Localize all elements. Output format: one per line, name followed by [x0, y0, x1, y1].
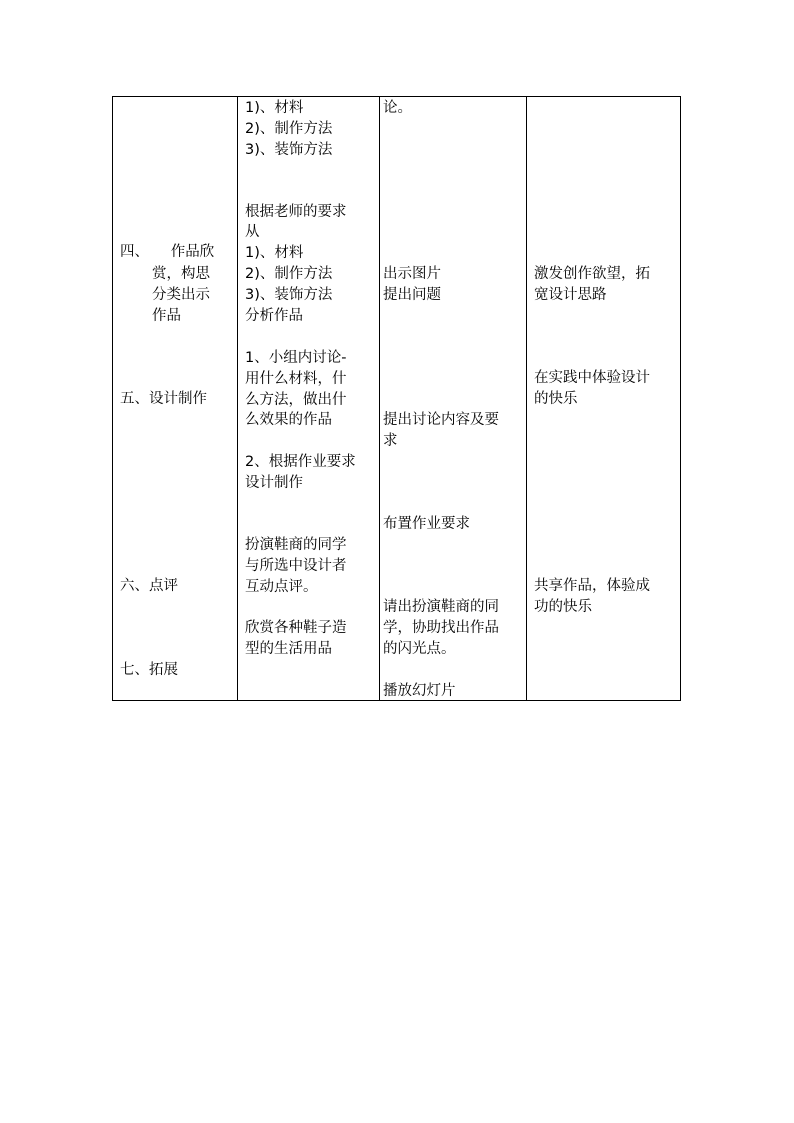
intent-text: 功的快乐 — [534, 599, 592, 615]
student-text: 用什么材料，什 — [245, 371, 347, 387]
teacher-text: 布置作业要求 — [383, 516, 470, 532]
teacher-text: 播放幻灯片 — [383, 683, 456, 699]
student-text: 分析作品 — [245, 308, 303, 324]
student-text: 么方法，做出什 — [245, 392, 347, 408]
teacher-text: 论。 — [383, 100, 412, 116]
stage-4-title-cont: 分类出示 — [152, 287, 210, 303]
stage-4-title: 四、 作品欣 — [120, 244, 215, 260]
student-text: 1)、材料 — [245, 100, 304, 116]
student-text: 3)、装饰方法 — [245, 142, 333, 158]
intent-text: 激发创作欲望，拓 — [534, 266, 650, 282]
teacher-text: 求 — [383, 433, 398, 449]
intent-text: 在实践中体验设计 — [534, 370, 650, 386]
teacher-text: 提出问题 — [383, 287, 441, 303]
column-divider — [526, 97, 527, 700]
student-text: 么效果的作品 — [245, 412, 332, 428]
student-text: 根据老师的要求 — [245, 204, 347, 220]
student-text: 从 — [245, 224, 260, 240]
column-divider — [379, 97, 380, 700]
student-text: 扮演鞋商的同学 — [245, 537, 347, 553]
teacher-text: 提出讨论内容及要 — [383, 412, 499, 428]
student-text: 设计制作 — [245, 475, 303, 491]
student-text: 1、小组内讨论- — [245, 350, 347, 366]
student-text: 互动点评。 — [245, 579, 318, 595]
teacher-text: 请出扮演鞋商的同 — [383, 599, 499, 615]
stage-5-title: 五、设计制作 — [120, 391, 207, 407]
student-text: 3)、装饰方法 — [245, 287, 333, 303]
teacher-text: 学，协助找出作品 — [383, 620, 499, 636]
stage-4-title-cont: 作品 — [152, 308, 181, 324]
column-divider — [237, 97, 238, 700]
intent-text: 的快乐 — [534, 391, 578, 407]
teacher-text: 的闪光点。 — [383, 641, 456, 657]
teacher-text: 出示图片 — [383, 266, 441, 282]
stage-6-title: 六、点评 — [120, 578, 178, 594]
student-text: 欣赏各种鞋子造 — [245, 620, 347, 636]
student-text: 与所选中设计者 — [245, 558, 347, 574]
student-text: 1)、材料 — [245, 245, 304, 261]
student-text: 2、根据作业要求 — [245, 454, 356, 470]
stage-7-title: 七、拓展 — [120, 662, 178, 678]
student-text: 2)、制作方法 — [245, 266, 333, 282]
intent-text: 宽设计思路 — [534, 287, 607, 303]
student-text: 2)、制作方法 — [245, 121, 333, 137]
intent-text: 共享作品，体验成 — [534, 578, 650, 594]
stage-4-title-cont: 赏，构思 — [152, 266, 210, 282]
student-text: 型的生活用品 — [245, 641, 332, 657]
